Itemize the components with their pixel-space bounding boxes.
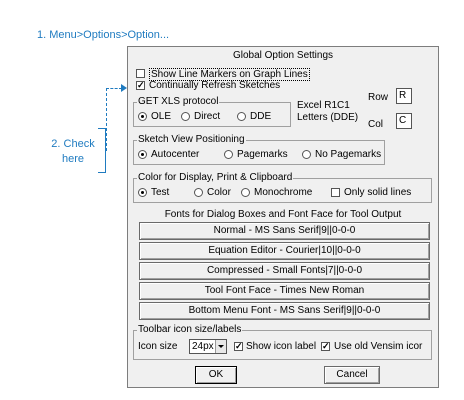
icon-size-value: 24px <box>192 341 214 352</box>
show-icon-label-label[interactable]: Show icon label <box>246 341 317 352</box>
color-test-radio[interactable] <box>138 188 147 197</box>
xls-direct-label[interactable]: Direct <box>194 111 221 122</box>
xls-ole-label[interactable]: OLE <box>151 111 172 122</box>
cancel-button[interactable]: Cancel <box>324 366 380 384</box>
xls-dde-radio[interactable] <box>237 112 246 121</box>
autocenter-radio[interactable] <box>138 150 147 159</box>
use-old-icon-label[interactable]: Use old Vensim icor <box>334 341 423 352</box>
annotation-arrow-line <box>106 88 107 151</box>
annotation-bracket <box>98 128 106 173</box>
show-line-markers-label[interactable]: Show Line Markers on Graph Lines <box>151 69 308 80</box>
only-solid-lines-label[interactable]: Only solid lines <box>344 187 412 198</box>
col-label: Col <box>368 119 384 130</box>
xls-direct-radio[interactable] <box>181 112 190 121</box>
show-icon-label-checkbox[interactable]: ✓ <box>235 341 243 351</box>
check-here-line1: 2. Check <box>51 138 95 150</box>
excel-letters-label: Letters (DDE) <box>297 112 359 123</box>
pagemarks-label[interactable]: Pagemarks <box>237 149 288 160</box>
excel-r1c1-label: Excel R1C1 <box>297 100 350 111</box>
equation-editor-font-button[interactable]: Equation Editor - Courier|10||0-0-0 <box>139 242 430 260</box>
no-pagemarks-radio[interactable] <box>302 150 311 159</box>
toolbar-icon-group-label: Toolbar icon size/labels <box>138 324 242 335</box>
tool-font-face-button[interactable]: Tool Font Face - Times New Roman <box>139 282 430 300</box>
autocenter-label[interactable]: Autocenter <box>151 149 200 160</box>
bottom-menu-font-button[interactable]: Bottom Menu Font - MS Sans Serif|9||0-0-0 <box>139 302 430 320</box>
fonts-heading: Fonts for Dialog Boxes and Font Face for Tool Output <box>164 209 402 220</box>
refresh-sketches-checkbox[interactable]: ✓ <box>137 80 145 90</box>
only-solid-lines-checkbox[interactable] <box>331 188 340 197</box>
xls-dde-label[interactable]: DDE <box>250 111 272 122</box>
xls-protocol-group-label: GET XLS protocol <box>138 96 219 107</box>
row-label: Row <box>368 92 389 103</box>
pagemarks-radio[interactable] <box>224 150 233 159</box>
chevron-down-icon[interactable] <box>215 340 226 353</box>
color-color-radio[interactable] <box>194 188 203 197</box>
normal-font-button[interactable]: Normal - MS Sans Serif|9||0-0-0 <box>139 222 430 240</box>
check-here-line2: here <box>61 153 85 165</box>
annotation-arrow-line-horizontal <box>106 88 122 89</box>
color-color-label[interactable]: Color <box>207 187 231 198</box>
use-old-icon-checkbox[interactable]: ✓ <box>322 341 330 351</box>
col-letter-input[interactable]: C <box>396 113 412 129</box>
color-test-label[interactable]: Test <box>151 187 170 198</box>
color-display-group-label: Color for Display, Print & Clipboard <box>138 172 293 183</box>
menu-path-annotation: 1. Menu>Options>Option... <box>37 29 170 41</box>
refresh-sketches-label[interactable]: Continually Refresh Sketches <box>149 80 281 91</box>
show-line-markers-checkbox[interactable] <box>136 69 145 78</box>
color-monochrome-radio[interactable] <box>241 188 250 197</box>
icon-size-select[interactable] <box>189 339 227 354</box>
sketch-view-group-label: Sketch View Positioning <box>138 134 245 145</box>
no-pagemarks-label[interactable]: No Pagemarks <box>315 149 382 160</box>
xls-ole-radio[interactable] <box>138 112 147 121</box>
check-here-annotation <box>48 137 98 167</box>
global-option-settings-dialog <box>127 46 439 388</box>
compressed-font-button[interactable]: Compressed - Small Fonts|7||0-0-0 <box>139 262 430 280</box>
row-letter-input[interactable]: R <box>396 88 412 104</box>
icon-size-label: Icon size <box>138 341 178 352</box>
color-monochrome-label[interactable]: Monochrome <box>254 187 313 198</box>
ok-button[interactable]: OK <box>195 366 237 384</box>
dialog-title: Global Option Settings <box>232 50 334 61</box>
